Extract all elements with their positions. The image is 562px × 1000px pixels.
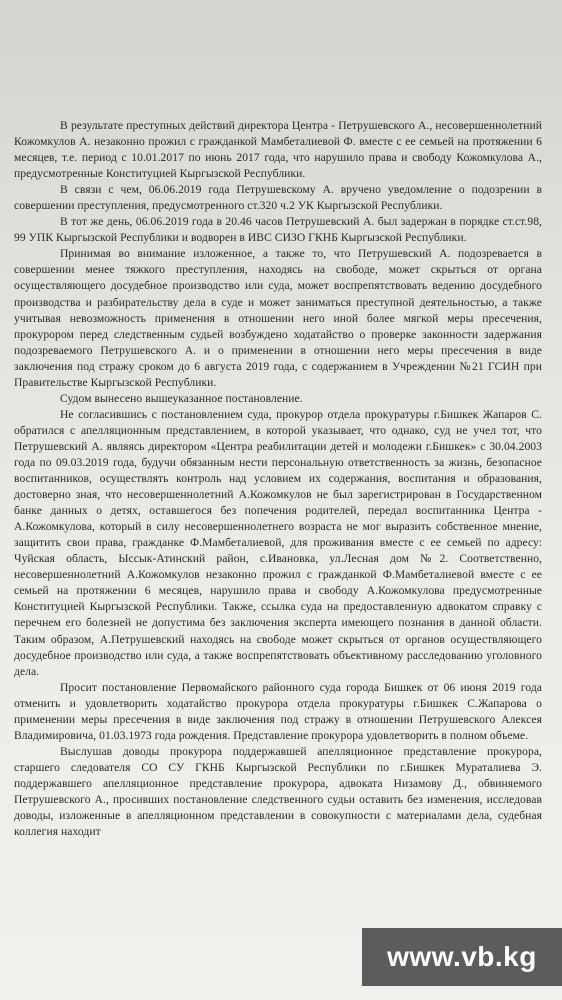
paragraph-4: Принимая во внимание изложенное, а также то, что Петрушевский А. подозревается в совершении менее тяжкого преступления, находясь на свободе, может скрыться от органа осуществляющего досудебное производство или суда, может воспрепятствовать ведению досудебного производства и разбирательству дела в суде и может заниматься преступной деятельностью, а также учитывая невозможность применения в отношении него иной более мягкой меры пресечения, прокурором перед следственным судьей возбуждено ходатайство о проверке законности задержания подозреваемого Петрушевского А. и о применении в отношении него меры пресечения в виде заключения под стражу сроком до 6 августа 2019 года, с содержанием в Учреждении №21 ГСИН при Правительстве Кыргызской Республики.: [14, 247, 542, 389]
paragraph-5: Судом вынесено вышеуказанное постановление.: [60, 391, 303, 405]
paragraph-2: В связи с чем, 06.06.2019 года Петрушевскому А. вручено уведомление о подозрении в совершении преступления, предусмотренного ст.320 ч.2 УК Кыргызской Республики.: [14, 183, 542, 213]
document-body: [14, 118, 542, 840]
watermark-badge: [362, 928, 562, 986]
paragraph-7: Просит постановление Первомайского районного суда города Бишкек от 06 июня 2019 года отменить и удовлетворить ходатайство прокурора отдела прокуратуры г.Бишкек С.Жапарова о применении меры пресечения в виде заключения под стражу в отношении Петрушевского Алексея Владимировича, 01.03.1973 года рождения. Представление прокурора удовлетворить в полном объеме.: [14, 680, 542, 742]
paragraph-8: Выслушав доводы прокурора поддержавшей апелляционное представление прокурора, старшего следователя СО СУ ГКНБ Кыргызской Республики по г.Бишкек Мураталиева Э. поддержавшего апелляционное представление прокурора, адвоката Низамову Д., обвиняемого Петрушевского А., просивших постановление следственного судьи оставить без изменения, исследовав доводы, изложенные в апелляционном представлении в совокупности с материалами дела, судебная коллегия находит: [14, 744, 542, 839]
paragraph-3: В тот же день, 06.06.2019 года в 20.46 часов Петрушевский А. был задержан в порядке ст.ст.98, 99 УПК Кыргызской Республики и водворен в ИВС СИЗО ГКНБ Кыргызской Республики.: [14, 215, 542, 245]
paragraph-6: Не согласившись с постановлением суда, прокурор отдела прокуратуры г.Бишкек Жапаров С. обратился с апелляционным представлением, в которой указывает, что однако, суд не учел тот, что Петрушевский А. являясь директором «Центра реабилитации детей и молодежи г.Бишкек» с 30.04.2003 года по 09.03.2019 года, будучи обязанным нести персональную ответственность за жизнь, безопасное воспитанников, осуществлять контроль над условием их содержания, воспитания и образования, достоверно зная, что несовершеннолетний А.Кожомкулов не был зарегистрирован в Государственном банке данных о детях, оставшегося без попечения родителей, передал воспитанника Центра - А.Кожомкулова, который в силу несовершеннолетнего возраста не мог выразить собственное мнение, защитить свои права, гражданке Ф.Мамбеталиевой, для проживания вместе с ее семьей по адресу: Чуйская область, Ыссык-Атинский район, с.Ивановка, ул.Лесная дом №2. Соответственно, несовершеннолетний А.Кожомкулов незаконно прожил с гражданкой Ф.Мамбеталиевой вместе с ее семьей на протяжении 6 месяцев, нарушило права и свободу А.Кожомкулова предусмотренные Конституцией Кыргызской Республики. Также, ссылка суда на предоставленную адвокатом справку с перечнем его болезней не допустима без заключения эксперта имеющего познания в данной области. Таким образом, А.Петрушевский находясь на свободе может скрыться от органов осуществляющего досудебное производство или суда, а также воспрепятствовать объективному расследованию уголовного дела.: [14, 407, 542, 678]
watermark-text: www.vb.kg: [387, 941, 537, 972]
paragraph-1: В результате преступных действий директора Центра - Петрушевского А., несовершеннолетний Кожомкулов А. незаконно прожил с гражданкой Мамбеталиевой Ф. вместе с ее семьей на протяжении 6 месяцев, т.е. период с 10.01.2017 по июнь 2017 года, что нарушило права и свободу Кожомкулова А., предусмотренные Конституцией Кыргызской Республики.: [14, 119, 542, 181]
